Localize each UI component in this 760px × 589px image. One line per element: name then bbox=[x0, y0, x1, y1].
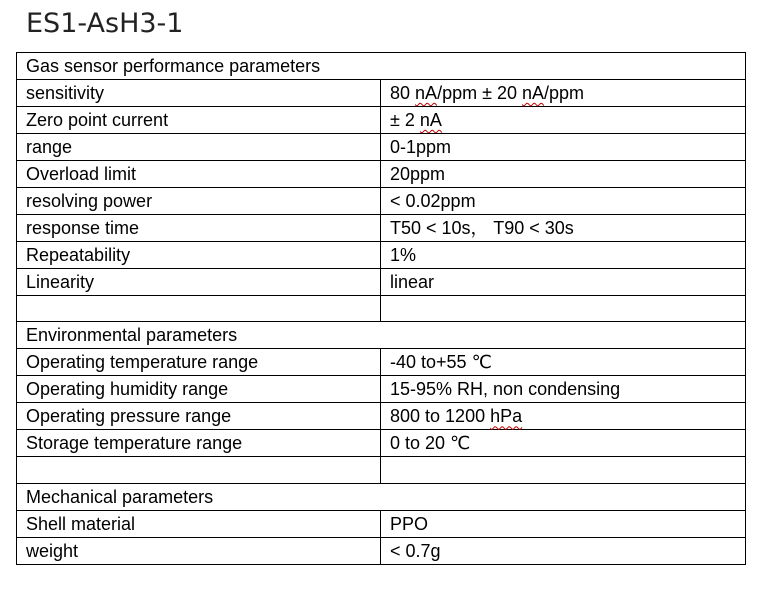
table-row bbox=[17, 296, 746, 322]
section-heading: Environmental parameters bbox=[17, 322, 746, 349]
spellcheck-marked-word: nA bbox=[419, 110, 442, 130]
spellcheck-marked-word: nA bbox=[415, 83, 438, 103]
section-heading: Gas sensor performance parameters bbox=[17, 53, 746, 80]
table-row bbox=[17, 403, 746, 430]
parameter-value: < 0.7g bbox=[381, 537, 746, 564]
parameter-label: range bbox=[17, 134, 381, 161]
parameter-value: ± 2 nA bbox=[381, 107, 746, 134]
parameter-value: PPO bbox=[381, 510, 746, 537]
parameter-value: -40 to+55 ℃ bbox=[381, 349, 746, 376]
parameter-value: 15-95% RH, non condensing bbox=[381, 376, 746, 403]
parameter-label: weight bbox=[17, 537, 381, 564]
table-row bbox=[17, 510, 746, 537]
parameter-value: 80 nA/ppm ± 20 nA/ppm bbox=[381, 80, 746, 107]
parameter-label: Storage temperature range bbox=[17, 430, 381, 457]
table-row bbox=[17, 242, 746, 269]
table-row bbox=[17, 107, 746, 134]
table-row bbox=[17, 215, 746, 242]
parameter-label: resolving power bbox=[17, 188, 381, 215]
parameter-value: < 0.02ppm bbox=[381, 188, 746, 215]
table-row bbox=[17, 188, 746, 215]
parameter-label: Zero point current bbox=[17, 107, 381, 134]
sensor-spec-table bbox=[16, 52, 746, 565]
parameter-value: 800 to 1200 hPa bbox=[381, 403, 746, 430]
parameter-label bbox=[17, 457, 381, 483]
table-row bbox=[17, 430, 746, 457]
spec-table-body bbox=[17, 53, 746, 565]
parameter-label: response time bbox=[17, 215, 381, 242]
parameter-value: linear bbox=[381, 269, 746, 296]
parameter-label: sensitivity bbox=[17, 80, 381, 107]
parameter-label: Operating temperature range bbox=[17, 349, 381, 376]
document-title: ES1-AsH3-1 bbox=[26, 8, 184, 39]
parameter-label: Operating humidity range bbox=[17, 376, 381, 403]
section-heading-row bbox=[17, 322, 746, 349]
parameter-label: Operating pressure range bbox=[17, 403, 381, 430]
table-row bbox=[17, 376, 746, 403]
parameter-label: Repeatability bbox=[17, 242, 381, 269]
table-row bbox=[17, 537, 746, 564]
parameter-label bbox=[17, 296, 381, 322]
table-row bbox=[17, 134, 746, 161]
table-row bbox=[17, 349, 746, 376]
parameter-value: 20ppm bbox=[381, 161, 746, 188]
spellcheck-marked-word: hPa bbox=[490, 406, 523, 427]
parameter-value bbox=[381, 296, 746, 322]
table-row bbox=[17, 161, 746, 188]
parameter-value: 1% bbox=[381, 242, 746, 269]
parameter-value: T50 < 10s， T90 < 30s bbox=[381, 215, 746, 242]
table-row bbox=[17, 269, 746, 296]
spellcheck-marked-word: nA bbox=[521, 83, 545, 103]
parameter-label: Shell material bbox=[17, 510, 381, 537]
parameter-label: Linearity bbox=[17, 269, 381, 296]
parameter-value: 0 to 20 ℃ bbox=[381, 430, 746, 457]
section-heading: Mechanical parameters bbox=[17, 483, 746, 510]
section-heading-row bbox=[17, 483, 746, 510]
parameter-value bbox=[381, 457, 746, 483]
section-heading-row bbox=[17, 53, 746, 80]
table-row bbox=[17, 80, 746, 107]
parameter-value: 0-1ppm bbox=[381, 134, 746, 161]
table-row bbox=[17, 457, 746, 483]
parameter-label: Overload limit bbox=[17, 161, 381, 188]
